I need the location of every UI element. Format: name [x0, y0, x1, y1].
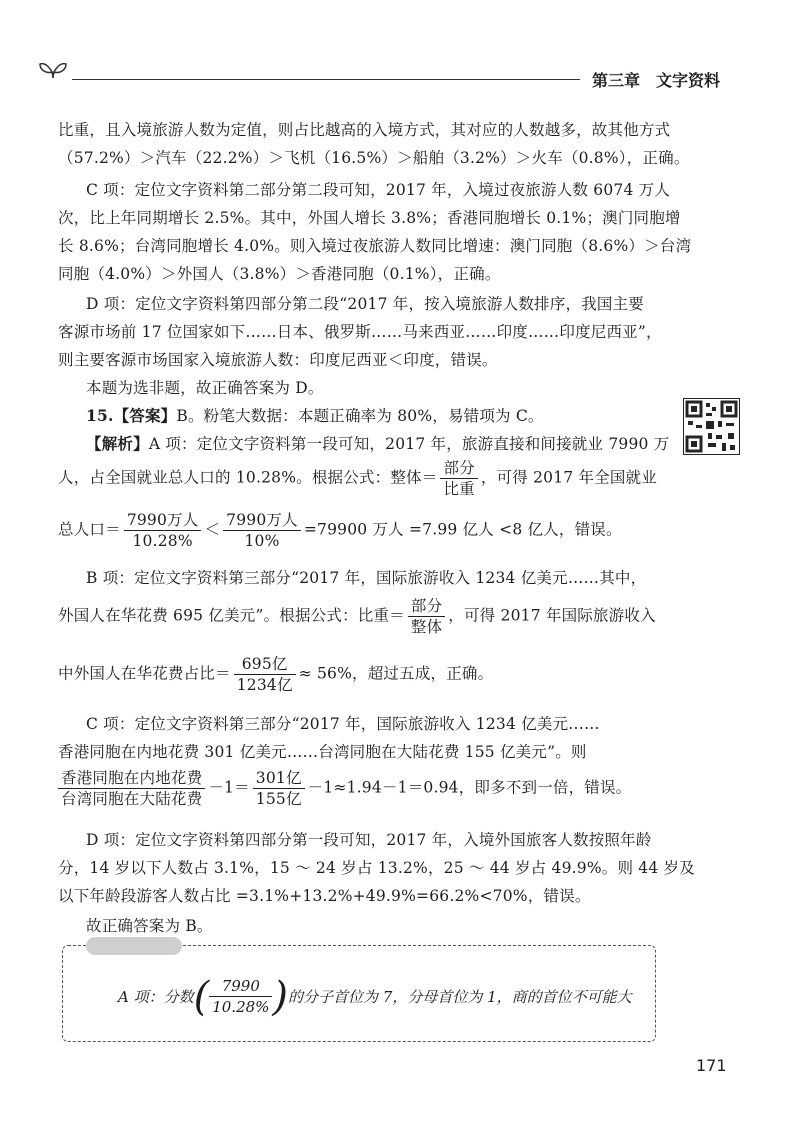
text-line: 故正确答案为 B。	[86, 917, 213, 935]
text-line: 次，比上年同期增长 2.5%。其中，外国人增长 3.8%；香港同胞增长 0.1%；澳门同胞增	[58, 209, 681, 227]
answer-line	[86, 404, 544, 426]
tip-tag	[86, 937, 182, 955]
text-line: 分，14 岁以下人数占 3.1%，15 ～ 24 岁占 13.2%，25 ～ 44 岁占 49.9%。则 44 岁及	[58, 859, 695, 877]
analysis-text: A 项：定位文字资料第一段可知，2017 年，旅游直接和间接就业 7990 万	[148, 435, 670, 453]
text-line: 客源市场前 17 位国家如下……日本、俄罗斯……马来西亚……印度……印度尼西亚”，	[58, 323, 662, 341]
formula-line: 人，占全国就业总人口的 10.28%。根据公式：整体＝ $\frac{\text{部分}}{\text{比重}}$ ，可得 2017 年全国就业	[58, 459, 657, 498]
fraction: $\frac{\text{695亿}}{\text{1234亿}}$	[234, 654, 296, 695]
page-number: 171	[696, 1056, 727, 1075]
text-line: D 项：定位文字资料第四部分第二段“2017 年，按入境旅游人数排序，我国主要	[86, 295, 644, 313]
text-line: （57.2%）＞汽车（22.2%）＞飞机（16.5%）＞船舶（3.2%）＞火车（0.8%），正确。	[58, 149, 690, 167]
formula-line: 总人口＝ $\frac{\text{7990万人}}{10.28\%}$ ＜ $\frac{\text{7990万人}}{10\%}$ =79900 万人 =7.99 亿人 <8 亿人，错误。	[58, 511, 622, 550]
header-rule	[72, 79, 580, 80]
text-line: C 项：定位文字资料第二部分第二段可知，2017 年，入境过夜旅游人数 6074 万人	[86, 181, 671, 199]
text-line: 同胞（4.0%）＞外国人（3.8%）＞香港同胞（0.1%），正确。	[58, 265, 501, 283]
fraction: $\frac{\text{香港同胞在内地花费}}{\text{台湾同胞在大陆花费}}$	[58, 768, 205, 809]
text-line: 长 8.6%；台湾同胞增长 4.0%。则入境过夜旅游人数同比增速：澳门同胞（8.6%）＞台湾	[58, 237, 692, 255]
formula-line: 外国人在华花费 695 亿美元”。根据公式：比重＝ $\frac{\text{部分}}{\text{整体}}$ ，可得 2017 年国际旅游收入	[58, 597, 656, 636]
tip-text: A 项：分数( $\frac{7990}{10.28\%}$ )的分子首位为 7，分母首位为 1，商的首位不可能大	[118, 973, 632, 1020]
answer-label: 15.【答案】	[86, 406, 177, 425]
fraction: $\frac{7990}{10.28\%}$	[209, 976, 272, 1017]
text-line: 香港同胞在内地花费 301 亿美元……台湾同胞在大陆花费 155 亿美元”。则	[58, 743, 587, 761]
text-line: 本题为选非题，故正确答案为 D。	[86, 379, 324, 397]
fraction: $\frac{\text{7990万人}}{10.28\%}$	[124, 510, 202, 551]
leaf-icon	[38, 58, 68, 80]
text-line: 以下年龄段游客人数占比 =3.1%+13.2%+49.9%=66.2%<70%，错误。	[58, 887, 591, 905]
qr-code	[683, 398, 740, 455]
answer-text: B。粉笔大数据：本题正确率为 80%，易错项为 C。	[176, 407, 544, 425]
text-line: C 项：定位文字资料第三部分“2017 年，国际旅游收入 1234 亿美元……	[86, 715, 600, 733]
text-line: D 项：定位文字资料第四部分第一段可知，2017 年，入境外国旅客人数按照年龄	[86, 831, 652, 849]
chapter-title: 第三章 文字资料	[592, 71, 721, 90]
analysis-label: 【解析】	[86, 434, 149, 453]
formula-line: $\frac{\text{香港同胞在内地花费}}{\text{台湾同胞在大陆花费}}$ －1＝ $\frac{\text{301亿}}{\text{155亿}}$ －1≈1.94－1＝0.94，即多不到一倍，错误。	[58, 768, 631, 809]
fraction: $\frac{\text{部分}}{\text{比重}}$	[440, 458, 477, 499]
fraction: $\frac{\text{部分}}{\text{整体}}$	[408, 596, 445, 637]
text-line: 比重，且入境旅游人数为定值，则占比越高的入境方式，其对应的人数越多，故其他方式	[58, 121, 671, 139]
text-line: B 项：定位文字资料第三部分“2017 年，国际旅游收入 1234 亿美元……其中，	[86, 569, 647, 587]
fraction: $\frac{\text{301亿}}{\text{155亿}}$	[253, 768, 305, 809]
text-line: 则主要客源市场国家入境旅游人数：印度尼西亚＜印度，错误。	[58, 351, 498, 369]
fraction: $\frac{\text{7990万人}}{10\%}$	[223, 510, 301, 551]
formula-line: 中外国人在华花费占比＝ $\frac{\text{695亿}}{\text{1234亿}}$ ≈ 56%，超过五成，正确。	[58, 655, 494, 694]
analysis-line	[86, 432, 669, 454]
